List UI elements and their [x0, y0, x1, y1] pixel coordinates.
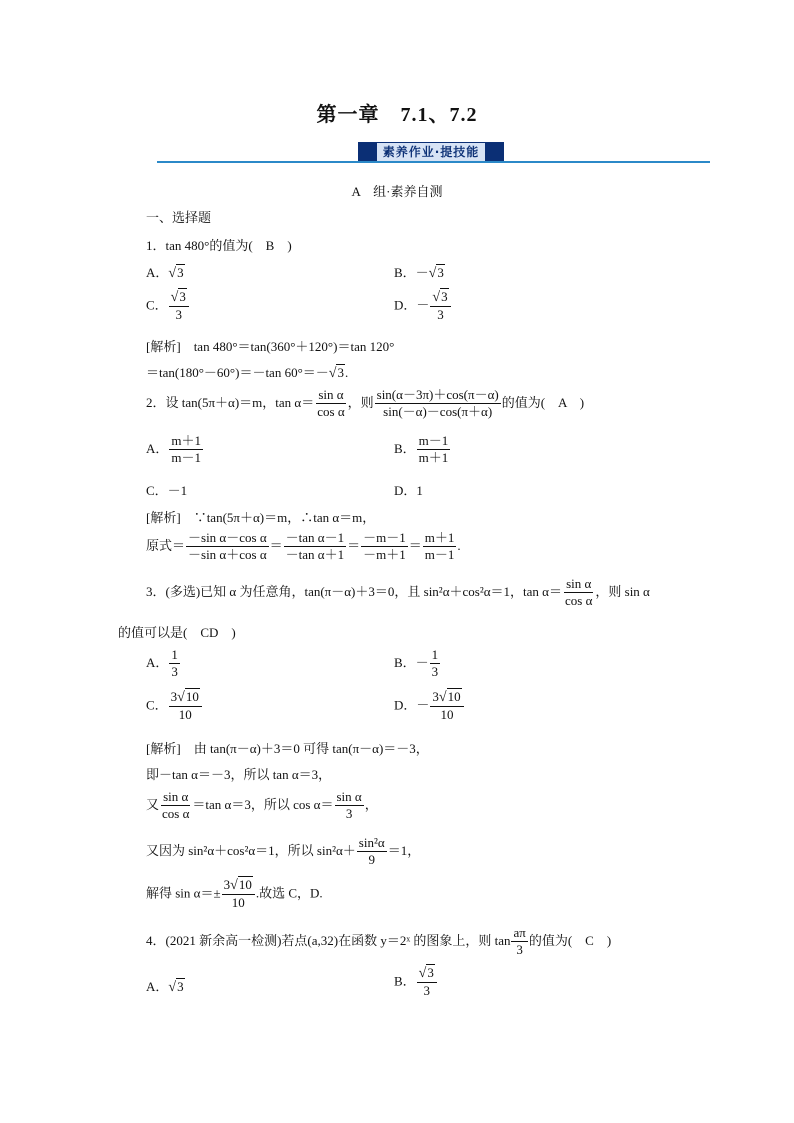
fraction: $\frac{√3}{3}$ [169, 290, 189, 323]
fraction: $\frac{\text{sin α}}{\text{cos α}}$ [317, 387, 345, 420]
q4-option-a: A．√3 [146, 979, 184, 995]
q1-a-value: 3 [177, 265, 184, 280]
q3-stem-cont: 的值可以是( CD ) [118, 625, 236, 640]
fraction: $\frac{m+1}{m-1}$ [171, 433, 202, 466]
q2-analysis-line1: [解析] ∵tan(5π＋α)＝m，∴tan α＝m， [146, 510, 376, 525]
badge-label: 素养作业·提技能 [377, 143, 486, 161]
q3-option-c: C． $\frac{3√10}{10}$ [146, 690, 203, 723]
q4-stem: 4．(2021 新余高一检测)若点(a,32)在函数 y＝2ˣ 的图象上，则 tan $\frac{a\pi}{3}$ 的值为( C ) [146, 925, 612, 958]
sqrt-icon: √3 [168, 265, 184, 281]
fraction: $\frac{\text{－tan α－1}}{\text{－tan α＋1}}$ [285, 530, 345, 563]
sqrt-icon: √10 [177, 689, 199, 705]
q1-option-b [394, 262, 445, 282]
fraction: $\frac{3√10}{10}$ [222, 878, 255, 911]
q1-option-c [146, 290, 190, 323]
q1-analysis-line2: ＝tan(180°－60°)＝－tan 60°＝－√3. [146, 365, 349, 381]
q3-analysis-line5: 解得 sin α＝± $\frac{3√10}{10}$ .故选 C，D. [146, 877, 323, 911]
header-divider [157, 161, 710, 163]
fraction: $\frac{a\pi}{3}$ [513, 925, 526, 958]
group-heading: A 组·素养自测 [351, 184, 443, 199]
q2-stem: 2．设 tan(5π＋α)＝m，tan α＝ $\frac{\text{sin α}}{\text{cos α}}$ ，则 $\frac{\sin(\alpha-3\pi)+\cos(\pi-\alpha)}{\sin(-\alpha)-\cos(\pi+\alpha)}$ 的值为( A ) [146, 387, 585, 420]
q1-option-d [394, 290, 452, 323]
q3-option-d: D．－ $\frac{3√10}{10}$ [394, 690, 465, 723]
q3-analysis-line2: 即－tan α＝－3，所以 tan α＝3， [146, 767, 332, 782]
section-heading: 一、选择题 [146, 210, 212, 225]
fraction: $\frac{\sin(\alpha-3\pi)+\cos(\pi-\alpha)}{\sin(-\alpha)-\cos(\pi+\alpha)}$ [376, 387, 499, 420]
fraction: $\frac{√3}{3}$ [430, 290, 450, 323]
analysis-tag: [解析] [146, 510, 181, 525]
fraction: $\frac{1}{3}$ [431, 647, 439, 680]
q1-b-label: B．－ [394, 265, 429, 280]
analysis-tag: [解析] [146, 339, 181, 354]
q3-analysis-line1: [解析] 由 tan(π－α)＋3＝0 可得 tan(π－α)＝－3， [146, 741, 429, 756]
q1-option-a [146, 262, 185, 282]
q1-stem: 1．tan 480°的值为( B ) [146, 238, 292, 253]
sqrt-icon: √3 [170, 289, 186, 305]
sqrt-icon: √10 [230, 877, 252, 893]
fraction: $\frac{1}{3}$ [171, 647, 178, 680]
fraction: $\frac{-m-1}{-m+1}$ [363, 530, 406, 563]
q1-d-label: D．－ [394, 297, 430, 313]
q1-a-label: A． [146, 265, 169, 280]
fraction: $\frac{m-1}{m+1}$ [418, 433, 449, 466]
q2-option-c: C．－1 [146, 483, 188, 498]
fraction: $\frac{m+1}{m-1}$ [424, 530, 455, 563]
q3-analysis-line3: 又 $\frac{\text{sin α}}{\text{cos α}}$ ＝tan α＝3，所以 cos α＝ $\frac{\text{sin α}}{3}$ ， [146, 789, 378, 822]
fraction: $\frac{\text{sin²α}}{9}$ [358, 835, 385, 868]
sqrt-icon: √3 [168, 979, 184, 995]
sqrt-icon: √10 [438, 689, 461, 705]
fraction: $\frac{\text{sin α}}{\text{cos α}}$ [565, 576, 593, 609]
q3-analysis-line4: 又因为 sin²α＋cos²α＝1，所以 sin²α＋ $\frac{\text{sin²α}}{9}$ ＝1， [146, 835, 421, 868]
fraction: $\frac{\text{－sin α－cos α}}{\text{－sin α＋cos α}}$ [188, 530, 267, 563]
q1-c-label: C． [146, 297, 168, 313]
page-title: 第一章 7.1、7.2 [316, 104, 478, 126]
sqrt-icon: √3 [418, 965, 434, 981]
fraction: $\frac{\text{sin α}}{\text{cos α}}$ [162, 789, 190, 822]
q3-option-a: A． $\frac{1}{3}$ [146, 647, 178, 680]
sqrt-icon: √3 [328, 365, 344, 381]
analysis-tag: [解析] [146, 741, 181, 756]
q1-b-value: 3 [437, 265, 444, 280]
q2-option-b: B． $\frac{m-1}{m+1}$ [394, 433, 449, 466]
q4-option-b: B． $\frac{√3}{3}$ [394, 966, 438, 999]
section-badge [358, 142, 504, 162]
sqrt-icon: √3 [428, 265, 444, 281]
sqrt-icon: √3 [432, 289, 448, 305]
q2-option-a: A． $\frac{m+1}{m-1}$ [146, 433, 202, 466]
q2-option-d: D．1 [394, 483, 423, 498]
q3-option-b: B．－ $\frac{1}{3}$ [394, 647, 439, 680]
q1-analysis-line1: [解析] tan 480°＝tan(360°＋120°)＝tan 120° [146, 339, 395, 354]
fraction: $\frac{3√10}{10}$ [430, 690, 463, 723]
fraction: $\frac{3√10}{10}$ [169, 690, 202, 723]
fraction: $\frac{\text{sin α}}{3}$ [336, 789, 362, 822]
fraction: $\frac{√3}{3}$ [417, 966, 437, 999]
q3-stem: 3．(多选)已知 α 为任意角，tan(π－α)＋3＝0，且 sin²α＋cos²α＝1，tan α＝ $\frac{\text{sin α}}{\text{cos α}}$ ，则 sin α [146, 576, 650, 609]
q2-analysis-line2: 原式＝ $\frac{\text{－sin α－cos α}}{\text{－sin α＋cos α}}$ ＝ $\frac{\text{－tan α－1}}{\text{－tan α＋1}}$ ＝ $\frac{-m-1}{-m+1}$ ＝ $\frac{m+1}{m-1}$ . [146, 530, 461, 563]
